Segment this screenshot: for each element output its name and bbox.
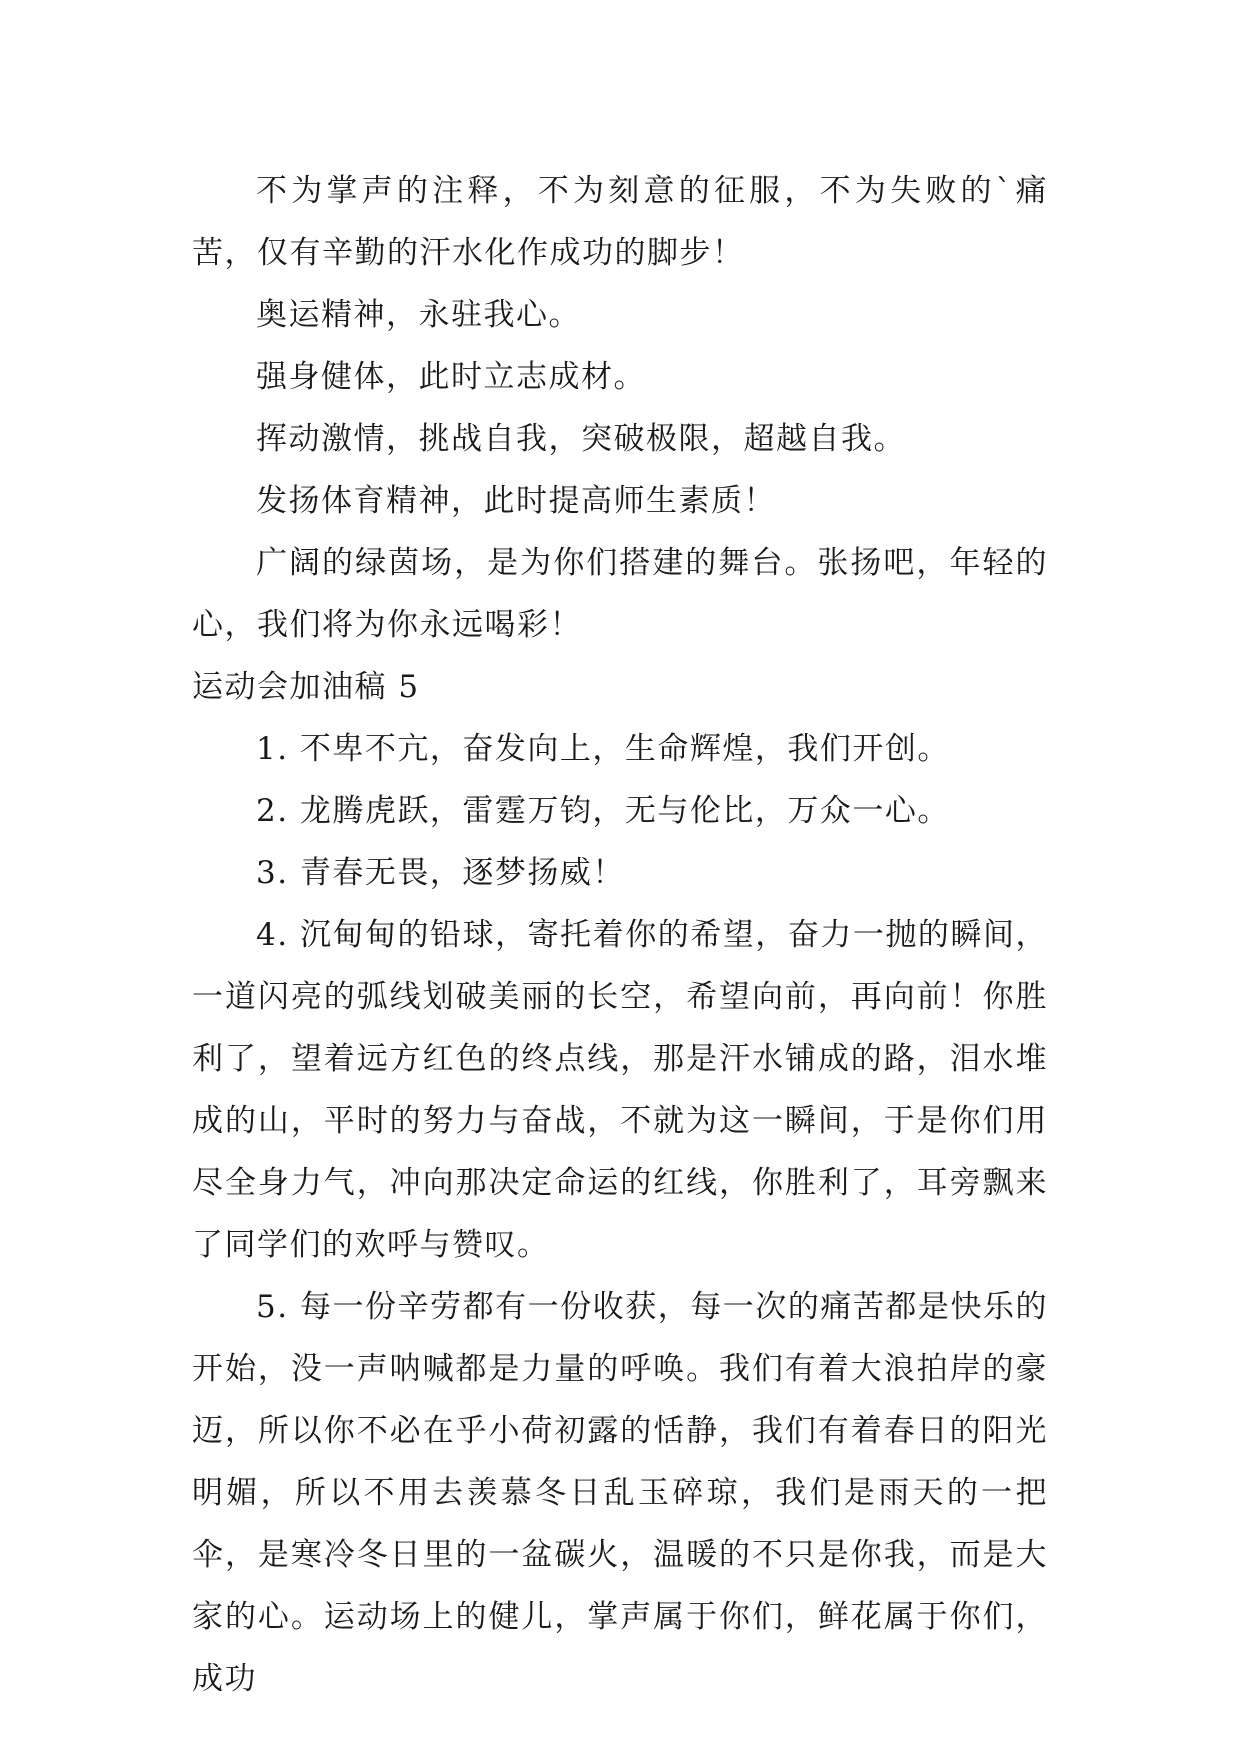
section-title: 运动会加油稿 5 <box>192 669 420 705</box>
paragraph: 广阔的绿茵场，是为你们搭建的舞台。张扬吧，年轻的心，我们将为你永远喝彩！ <box>192 545 1048 643</box>
list-item: 3. 青春无畏，逐梦扬威！ <box>256 855 625 891</box>
paragraph: 发扬体育精神，此时提高师生素质！ <box>256 483 776 519</box>
paragraph: 挥动激情，挑战自我，突破极限，超越自我。 <box>256 421 906 457</box>
list-item: 2. 龙腾虎跃，雷霆万钧，无与伦比，万众一心。 <box>256 793 950 829</box>
list-item: 1. 不卑不亢，奋发向上，生命辉煌，我们开创。 <box>256 731 950 767</box>
list-item: 4. 沉甸甸的铅球，寄托着你的希望，奋力一抛的瞬间，一道闪亮的弧线划破美丽的长空，希望向前，再向前！你胜利了，望着远方红色的终点线，那是汗水铺成的路，泪水堆成的山，平时的努力与奋战，不就为这一瞬间，于是你们用尽全身力气，冲向那决定命运的红线，你胜利了，耳旁飘来了同学们的欢呼与赞叹。 <box>192 917 1048 1263</box>
list-item: 5. 每一份辛劳都有一份收获，每一次的痛苦都是快乐的开始，没一声呐喊都是力量的呼唤。我们有着大浪拍岸的豪迈，所以你不必在乎小荷初露的恬静，我们有着春日的阳光明媚，所以不用去羡慕冬日乱玉碎琼，我们是雨天的一把伞，是寒冷冬日里的一盆碳火，温暖的不只是你我，而是大家的心。运动场上的健儿，掌声属于你们，鲜花属于你们，成功 <box>192 1289 1048 1697</box>
document-body <box>192 160 1048 1710</box>
paragraph: 强身健体，此时立志成材。 <box>256 359 646 395</box>
paragraph: 不为掌声的注释，不为刻意的征服，不为失败的`痛苦，仅有辛勤的汗水化作成功的脚步！ <box>192 173 1048 271</box>
paragraph: 奥运精神，永驻我心。 <box>256 297 581 333</box>
